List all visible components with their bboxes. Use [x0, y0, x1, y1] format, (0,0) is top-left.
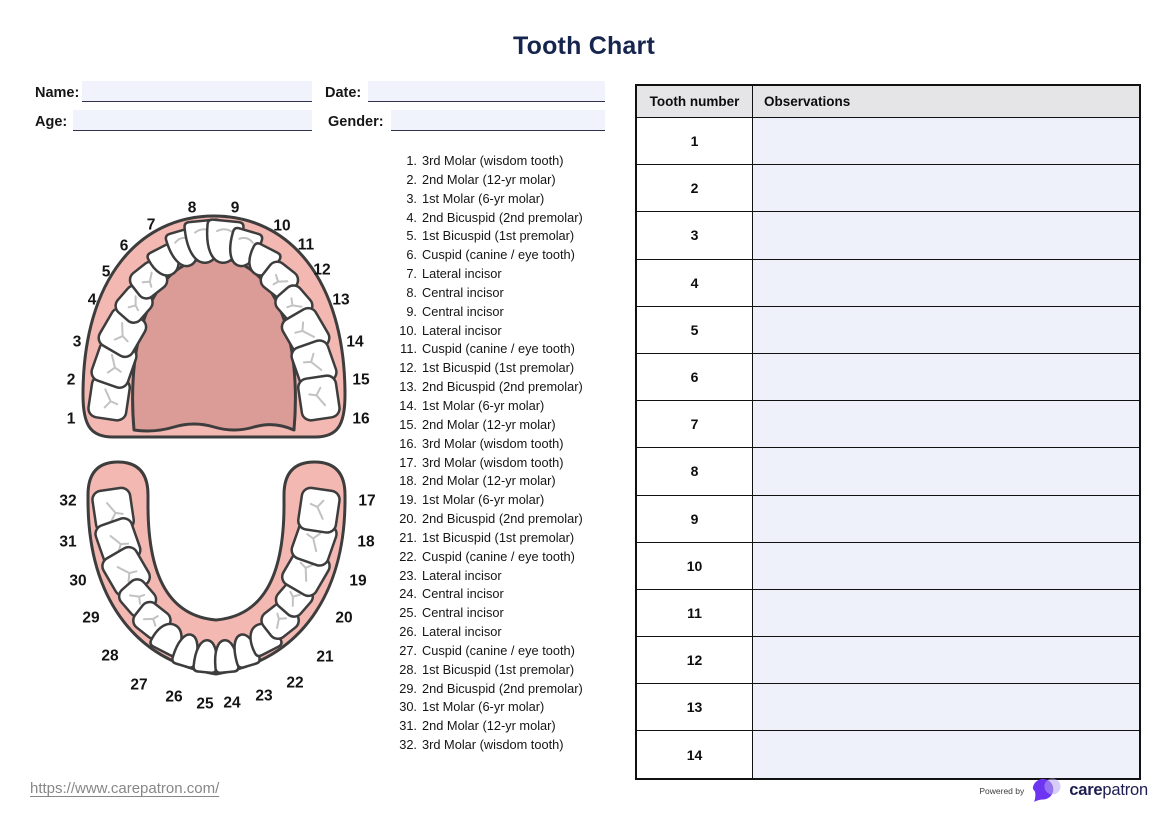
tooth-list-number: 25.	[399, 605, 417, 621]
tooth-number-label: 4	[87, 291, 97, 309]
tooth-number-label: 25	[196, 695, 214, 713]
table-row	[636, 212, 1140, 259]
tooth-number-cell: 5	[636, 306, 753, 353]
tooth-number-label: 3	[72, 333, 82, 351]
tooth-list-name: Cuspid (canine / eye tooth)	[422, 341, 575, 357]
tooth-list-number: 6.	[406, 247, 417, 263]
date-field[interactable]	[368, 81, 605, 102]
tooth-list-name: 3rd Molar (wisdom tooth)	[422, 454, 564, 470]
tooth-number-label: 18	[357, 533, 375, 551]
tooth-list-number: 18.	[399, 473, 417, 489]
carepatron-wordmark: carepatron	[1069, 781, 1148, 799]
age-label: Age:	[35, 114, 68, 130]
powered-by-label: Powered by	[979, 785, 1025, 796]
tooth-number-cell: 1	[636, 118, 753, 165]
tooth-number-cell: 12	[636, 637, 753, 684]
powered-by-branding	[979, 777, 1148, 804]
tooth-list-item	[368, 585, 608, 604]
observation-cell[interactable]	[753, 212, 1141, 259]
tooth-number-label: 31	[59, 533, 77, 551]
tooth-number-label: 17	[358, 492, 376, 510]
tooth-list-name: 2nd Bicuspid (2nd premolar)	[422, 680, 583, 696]
tooth-number-label: 30	[69, 572, 87, 590]
tooth-list-item	[368, 340, 608, 359]
tooth-list-number: 20.	[399, 511, 417, 527]
tooth-number-label: 20	[335, 609, 353, 627]
tooth-list-item	[368, 322, 608, 341]
observations-header: Observations	[753, 85, 1141, 118]
table-row	[636, 118, 1140, 165]
tooth-list-number: 17.	[399, 454, 417, 470]
tooth-list-name: 3rd Molar (wisdom tooth)	[422, 435, 564, 451]
tooth-list-number: 14.	[399, 397, 417, 413]
table-row	[636, 589, 1140, 636]
tooth-list-name: 2nd Bicuspid (2nd premolar)	[422, 209, 583, 225]
table-row	[636, 637, 1140, 684]
tooth-list-name: 1st Bicuspid (1st premolar)	[422, 228, 575, 244]
tooth-list-number: 13.	[399, 379, 417, 395]
tooth-list-number: 9.	[406, 303, 417, 319]
tooth-number-label: 16	[352, 410, 370, 428]
carepatron-url-link[interactable]: https://www.carepatron.com/	[30, 780, 220, 797]
tooth-list-number: 21.	[399, 529, 417, 545]
tooth-list-number: 3.	[406, 190, 417, 206]
tooth-number-cell: 8	[636, 448, 753, 495]
tooth-list-name: 1st Bicuspid (1st premolar)	[422, 529, 575, 545]
tooth-list-item	[368, 604, 608, 623]
tooth-list-number: 26.	[399, 624, 417, 640]
tooth-number-label: 11	[297, 236, 315, 254]
name-label: Name:	[35, 85, 80, 101]
observation-cell[interactable]	[753, 731, 1141, 779]
tooth-16-shape	[297, 374, 341, 421]
tooth-list-name: 2nd Molar (12-yr molar)	[422, 718, 556, 734]
table-row	[636, 684, 1140, 731]
table-row	[636, 353, 1140, 400]
tooth-list-number: 32.	[399, 737, 417, 753]
tooth-list-item	[368, 567, 608, 586]
observation-cell[interactable]	[753, 401, 1141, 448]
tooth-list-number: 1.	[406, 153, 417, 168]
tooth-list-number: 28.	[399, 661, 417, 677]
tooth-list-name: Lateral incisor	[422, 322, 502, 338]
tooth-list-number: 19.	[399, 492, 417, 508]
tooth-list-name: 1st Molar (6-yr molar)	[422, 397, 545, 413]
tooth-list-name: 2nd Molar (12-yr molar)	[422, 473, 556, 489]
tooth-number-label: 13	[332, 291, 350, 309]
table-row	[636, 306, 1140, 353]
observation-cell[interactable]	[753, 165, 1141, 212]
tooth-number-cell: 14	[636, 731, 753, 779]
tooth-list-item	[368, 454, 608, 473]
tooth-list-name: Cuspid (canine / eye tooth)	[422, 642, 575, 658]
tooth-list-item	[368, 227, 608, 246]
tooth-list-item	[368, 661, 608, 680]
tooth-list-item	[368, 548, 608, 567]
tooth-list-name: Lateral incisor	[422, 266, 502, 282]
observation-cell[interactable]	[753, 353, 1141, 400]
name-field[interactable]	[82, 81, 312, 102]
tooth-number-label: 8	[187, 199, 197, 217]
observation-cell[interactable]	[753, 684, 1141, 731]
tooth-list-name: 1st Bicuspid (1st premolar)	[422, 360, 575, 376]
tooth-list-name: Central incisor	[422, 303, 504, 319]
tooth-number-label: 22	[286, 674, 304, 692]
tooth-list-number: 29.	[399, 680, 417, 696]
tooth-list-item	[368, 529, 608, 548]
tooth-list-name: 2nd Molar (12-yr molar)	[422, 171, 556, 187]
tooth-number-label: 26	[165, 688, 183, 706]
tooth-list-name: 2nd Bicuspid (2nd premolar)	[422, 511, 583, 527]
tooth-list-number: 22.	[399, 548, 417, 564]
gender-field[interactable]	[391, 110, 605, 131]
tooth-number-label: 29	[82, 609, 100, 627]
tooth-number-cell: 13	[636, 684, 753, 731]
carepatron-logo-icon	[1031, 777, 1062, 804]
tooth-number-label: 15	[352, 371, 370, 389]
observation-cell[interactable]	[753, 589, 1141, 636]
tooth-number-cell: 6	[636, 353, 753, 400]
tooth-list-number: 27.	[399, 642, 417, 658]
tooth-list-item	[368, 246, 608, 265]
tooth-number-label: 19	[349, 572, 367, 590]
table-row	[636, 542, 1140, 589]
tooth-list-item	[368, 265, 608, 284]
tooth-list-item	[368, 698, 608, 717]
tooth-number-label: 12	[313, 261, 331, 279]
tooth-list-item	[368, 435, 608, 454]
tooth-list-item	[368, 359, 608, 378]
tooth-list-item	[368, 378, 608, 397]
tooth-list-name: 1st Molar (6-yr molar)	[422, 190, 545, 206]
tooth-list-item	[368, 680, 608, 699]
observation-cell[interactable]	[753, 259, 1141, 306]
tooth-number-cell: 3	[636, 212, 753, 259]
tooth-list-number: 8.	[406, 284, 417, 300]
tooth-list-number: 16.	[399, 435, 417, 451]
tooth-list-item	[368, 510, 608, 529]
tooth-number-label: 27	[130, 676, 148, 694]
tooth-number-label: 21	[316, 648, 334, 666]
tooth-list-name: 1st Bicuspid (1st premolar)	[422, 661, 575, 677]
tooth-list-number: 24.	[399, 586, 417, 602]
tooth-list-name: Central incisor	[422, 605, 504, 621]
tooth-list-item	[368, 171, 608, 190]
tooth-list-name: 1st Molar (6-yr molar)	[422, 699, 545, 715]
tooth-list-item	[368, 736, 608, 755]
observation-cell[interactable]	[753, 495, 1141, 542]
tooth-list-number: 23.	[399, 567, 417, 583]
tooth-list-item	[368, 152, 608, 171]
tooth-17-shape	[297, 487, 341, 534]
tooth-number-cell: 11	[636, 589, 753, 636]
gender-label: Gender:	[328, 114, 384, 130]
observation-cell[interactable]	[753, 542, 1141, 589]
tooth-number-cell: 2	[636, 165, 753, 212]
tooth-number-label: 9	[230, 199, 240, 217]
tooth-list-name: 2nd Molar (12-yr molar)	[422, 416, 556, 432]
tooth-list-number: 12.	[399, 360, 417, 376]
tooth-number-header: Tooth number	[636, 85, 753, 118]
tooth-number-cell: 10	[636, 542, 753, 589]
tooth-number-label: 2	[66, 371, 76, 389]
tooth-number-label: 6	[119, 237, 129, 255]
tooth-list-name: 1st Molar (6-yr molar)	[422, 492, 545, 508]
page-title: Tooth Chart	[513, 32, 655, 60]
observation-cell[interactable]	[753, 118, 1141, 165]
dental-arch-diagram	[0, 190, 400, 720]
tooth-list-number: 2.	[406, 171, 417, 187]
tooth-list-name: 2nd Bicuspid (2nd premolar)	[422, 379, 583, 395]
tooth-list-name: Lateral incisor	[422, 567, 502, 583]
tooth-list-item	[368, 717, 608, 736]
table-row	[636, 165, 1140, 212]
tooth-number-label: 14	[346, 333, 364, 351]
observation-cell[interactable]	[753, 306, 1141, 353]
tooth-name-list	[368, 152, 608, 755]
tooth-number-label: 5	[101, 263, 111, 281]
tooth-number-cell: 4	[636, 259, 753, 306]
observation-cell[interactable]	[753, 637, 1141, 684]
tooth-number-label: 23	[255, 687, 273, 705]
tooth-list-item	[368, 209, 608, 228]
tooth-list-item	[368, 642, 608, 661]
tooth-number-label: 24	[223, 694, 241, 712]
tooth-list-number: 4.	[406, 209, 417, 225]
observation-cell[interactable]	[753, 448, 1141, 495]
tooth-list-name: Cuspid (canine / eye tooth)	[422, 548, 575, 564]
tooth-number-label: 1	[66, 410, 76, 428]
tooth-list-name: Cuspid (canine / eye tooth)	[422, 247, 575, 263]
tooth-list-item	[368, 416, 608, 435]
tooth-list-item	[368, 472, 608, 491]
table-row	[636, 448, 1140, 495]
table-header-row	[636, 85, 1140, 118]
tooth-list-number: 7.	[406, 266, 417, 282]
date-label: Date:	[325, 85, 362, 101]
tooth-number-label: 10	[273, 217, 291, 235]
tooth-number-label: 7	[146, 216, 156, 234]
tooth-number-label: 28	[101, 647, 119, 665]
age-field[interactable]	[73, 110, 312, 131]
tooth-list-item	[368, 190, 608, 209]
tooth-list-number: 30.	[399, 699, 417, 715]
tooth-list-item	[368, 623, 608, 642]
tooth-list-number: 31.	[399, 718, 417, 734]
tooth-number-cell: 9	[636, 495, 753, 542]
tooth-list-name: Central incisor	[422, 586, 504, 602]
tooth-list-item	[368, 491, 608, 510]
tooth-list-name: 3rd Molar (wisdom tooth)	[422, 737, 564, 753]
tooth-list-number: 11.	[400, 341, 417, 357]
table-row	[636, 401, 1140, 448]
table-row	[636, 731, 1140, 779]
tooth-list-name: 3rd Molar (wisdom tooth)	[422, 153, 564, 168]
tooth-list-name: Lateral incisor	[422, 624, 502, 640]
tooth-list-item	[368, 397, 608, 416]
tooth-list-name: Central incisor	[422, 284, 504, 300]
tooth-number-cell: 7	[636, 401, 753, 448]
tooth-list-number: 5.	[406, 228, 417, 244]
tooth-number-label: 32	[59, 492, 77, 510]
tooth-list-item	[368, 284, 608, 303]
tooth-list-number: 10.	[399, 322, 417, 338]
tooth-list-item	[368, 303, 608, 322]
tooth-list-number: 15.	[399, 416, 417, 432]
observations-table	[635, 84, 1141, 780]
table-row	[636, 495, 1140, 542]
table-row	[636, 259, 1140, 306]
